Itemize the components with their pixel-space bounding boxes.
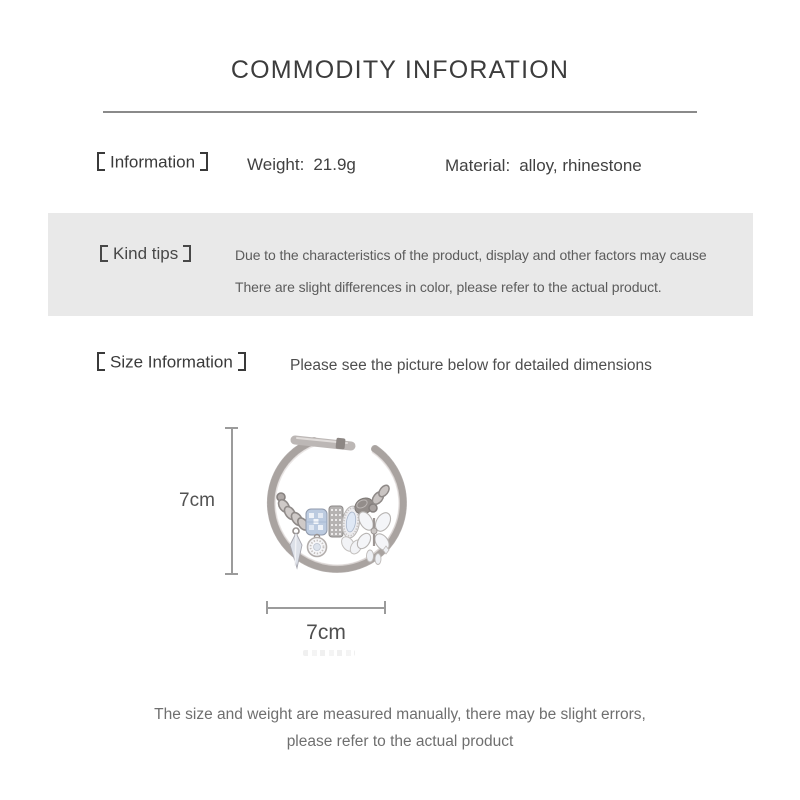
kind-tips-box <box>48 213 753 316</box>
kind-tips-label-text: Kind tips <box>113 244 179 263</box>
information-label-text: Information <box>110 152 196 172</box>
width-dimension-label: 7cm <box>306 621 346 644</box>
footer-line-1: The size and weight are measured manually, there may be slight errors, <box>154 706 646 723</box>
size-information-label <box>97 352 246 373</box>
weight-label: Weight: <box>247 155 305 174</box>
round-rhinestone-dangle <box>308 535 327 557</box>
bracket-left-icon <box>97 152 105 171</box>
height-dimension-label: 7cm <box>179 490 215 511</box>
height-measure-line <box>231 428 233 575</box>
footer-line-2: please refer to the actual product <box>286 733 514 750</box>
width-measure-line <box>266 607 386 609</box>
kind-tips-label <box>100 244 191 264</box>
spacer-rings-right <box>369 483 391 512</box>
height-measure-cap-bottom <box>225 573 238 575</box>
bracket-right-icon <box>183 245 191 262</box>
material-label: Material: <box>445 156 511 175</box>
kind-tips-text <box>235 239 765 303</box>
pave-barrel-bead <box>329 506 343 537</box>
footer-note <box>0 701 800 755</box>
material-value: alloy, rhinestone <box>519 156 642 175</box>
bracelet-product-image <box>250 420 430 600</box>
spacer-rings-left <box>276 493 310 532</box>
kind-tips-line-1: Due to the characteristics of the product, display and other factors may cause <box>235 247 707 263</box>
bracket-left-icon <box>100 245 108 262</box>
bracket-right-icon <box>200 152 208 171</box>
bracket-right-icon <box>238 352 246 371</box>
material-field <box>445 156 642 176</box>
size-information-note: Please see the picture below for detailed dimensions <box>290 357 652 374</box>
page-title: COMMODITY INFORATION <box>230 56 570 84</box>
weight-field <box>247 155 356 175</box>
title-divider <box>103 111 697 113</box>
weight-value: 21.9g <box>313 155 356 174</box>
width-measure-cap-right <box>384 601 386 614</box>
bracket-left-icon <box>97 352 105 371</box>
information-label <box>97 152 208 173</box>
width-measure-cap-left <box>266 601 268 614</box>
size-information-label-text: Size Information <box>110 352 233 372</box>
kind-tips-line-2: There are slight differences in color, please refer to the actual product. <box>235 279 662 295</box>
cropped-text-artifact <box>303 650 355 656</box>
blue-crystal-bead <box>306 509 327 535</box>
height-measure-cap-top <box>225 427 238 429</box>
